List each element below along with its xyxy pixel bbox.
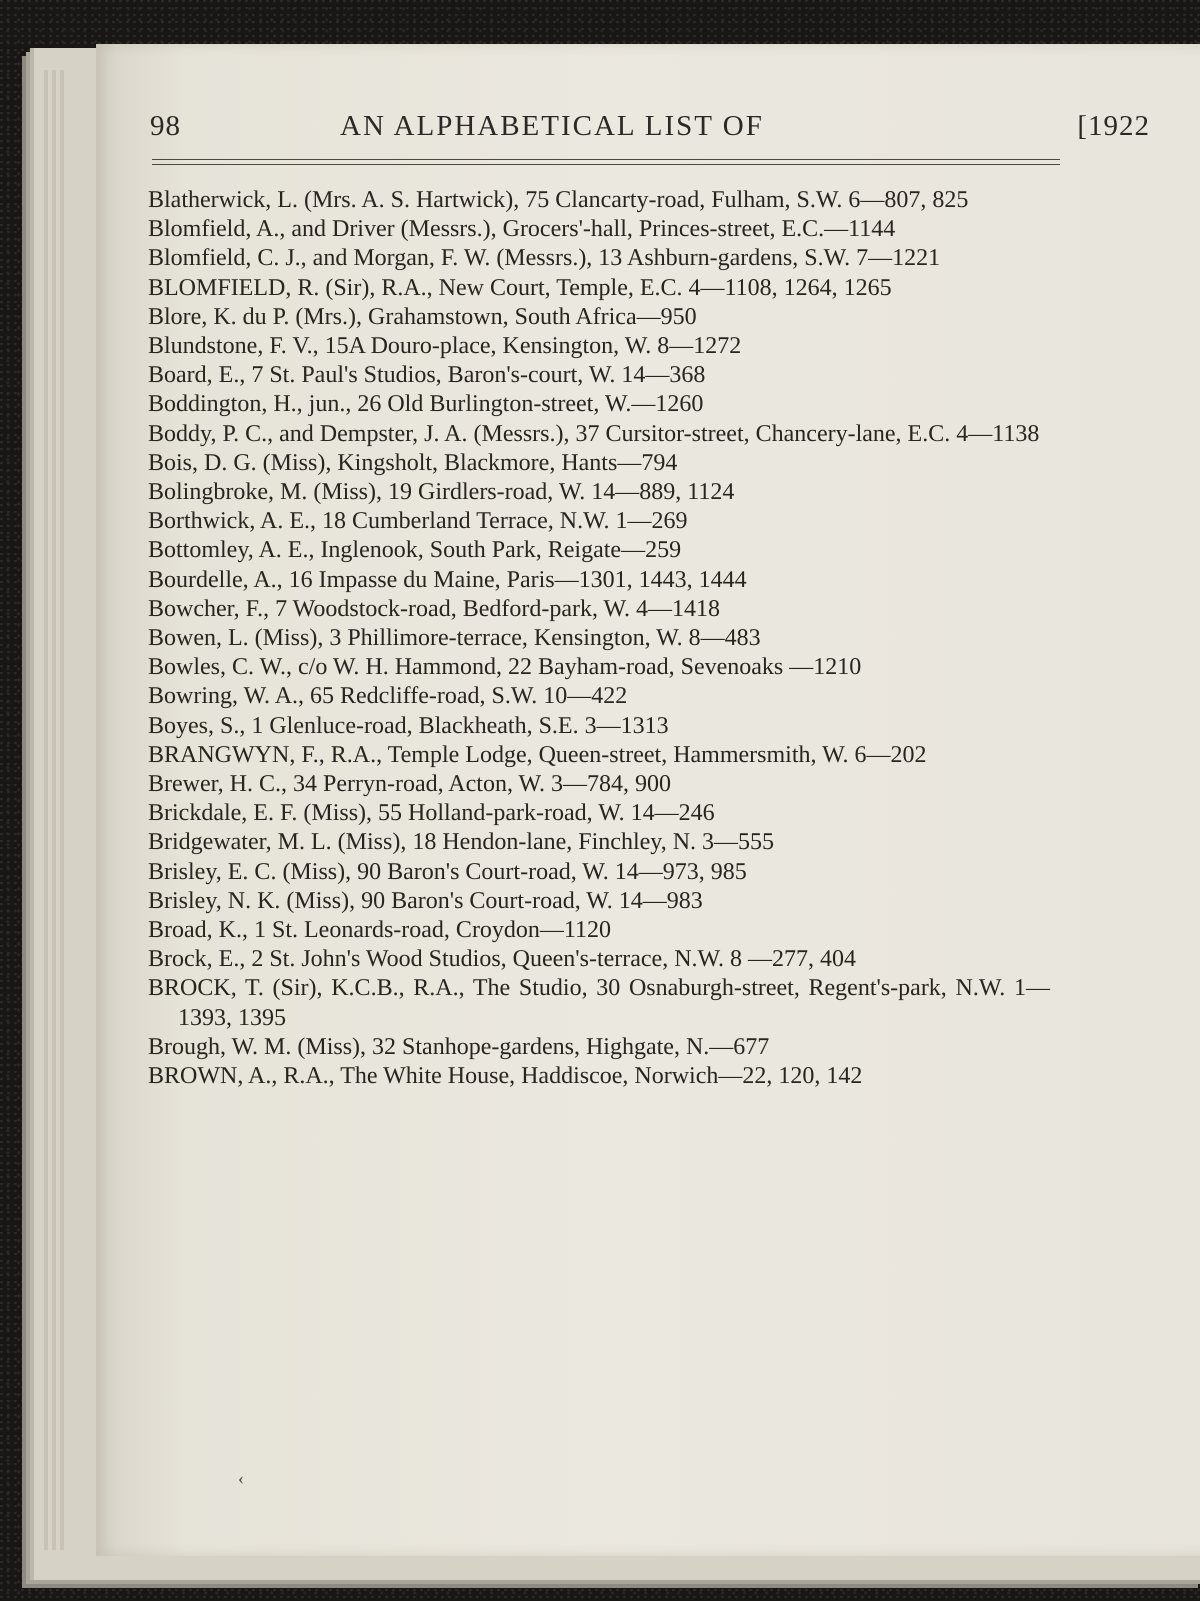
- list-entry: BROWN, A., R.A., The White House, Haddiscoe, Norwich—22, 120, 142: [148, 1063, 863, 1090]
- list-entry: Bridgewater, M. L. (Miss), 18 Hendon-lane, Finchley, N. 3—555: [148, 829, 775, 856]
- list-entry: Blore, K. du P. (Mrs.), Grahamstown, South Africa—950: [148, 303, 697, 330]
- list-entry: BRANGWYN, F., R.A., Temple Lodge, Queen-street, Hammersmith, W. 6—202: [148, 741, 927, 768]
- list-entry: Bolingbroke, M. (Miss), 19 Girdlers-road, W. 14—889, 1124: [148, 479, 735, 506]
- list-entry: Boddington, H., jun., 26 Old Burlington-street, W.—1260: [148, 391, 704, 418]
- list-entry: Bowen, L. (Miss), 3 Phillimore-terrace, Kensington, W. 8—483: [148, 625, 761, 652]
- list-entry: Blomfield, A., and Driver (Messrs.), Grocers'-hall, Princes-street, E.C.—1144: [148, 216, 896, 243]
- running-year: [1922: [1077, 110, 1150, 142]
- page-edge: [60, 70, 64, 1550]
- list-entry: Blatherwick, L. (Mrs. A. S. Hartwick), 75 Clancarty-road, Fulham, S.W. 6—807, 825: [148, 187, 969, 213]
- list-entry: Bowcher, F., 7 Woodstock-road, Bedford-park, W. 4—1418: [148, 595, 720, 622]
- header-rule-top: [152, 159, 1060, 160]
- page-mark: ‹: [238, 1468, 244, 1488]
- list-entry: Brough, W. M. (Miss), 32 Stanhope-gardens, Highgate, N.—677: [148, 1033, 770, 1060]
- page-number: 98: [150, 110, 181, 142]
- list-entry: Borthwick, A. E., 18 Cumberland Terrace, N.W. 1—269: [148, 508, 688, 535]
- running-title: AN ALPHABETICAL LIST OF: [340, 110, 764, 142]
- list-entry: Brisley, N. K. (Miss), 90 Baron's Court-road, W. 14—983: [148, 887, 703, 914]
- page-edge: [52, 70, 56, 1550]
- list-entry: BROCK, T. (Sir), K.C.B., R.A., The Studio, 30 Osnaburgh-street, Regent's-park, N.W. 1—1393, 1395: [148, 975, 1050, 1031]
- list-entry: Bourdelle, A., 16 Impasse du Maine, Paris—1301, 1443, 1444: [148, 566, 747, 593]
- list-entry: Boddy, P. C., and Dempster, J. A. (Messrs.), 37 Cursitor-street, Chancery-lane, E.C. 4—1138: [148, 420, 1040, 447]
- page-header: [150, 110, 1178, 158]
- header-rule-bottom: [152, 164, 1060, 165]
- list-entry: Bowles, C. W., c/o W. H. Hammond, 22 Bayham-road, Sevenoaks —1210: [148, 654, 862, 681]
- list-entry: Board, E., 7 St. Paul's Studios, Baron's-court, W. 14—368: [148, 362, 706, 389]
- list-entry: Broad, K., 1 St. Leonards-road, Croydon—1120: [148, 917, 612, 944]
- list-entry: Blundstone, F. V., 15A Douro-place, Kensington, W. 8—1272: [148, 333, 742, 360]
- list-entry: Bois, D. G. (Miss), Kingsholt, Blackmore, Hants—794: [148, 449, 678, 476]
- list-entry: Brisley, E. C. (Miss), 90 Baron's Court-road, W. 14—973, 985: [148, 858, 747, 885]
- page-edge: [44, 70, 48, 1550]
- list-entry: Brickdale, E. F. (Miss), 55 Holland-park-road, W. 14—246: [148, 800, 715, 827]
- alphabetical-entry-list: [148, 186, 1050, 1091]
- list-entry: Bottomley, A. E., Inglenook, South Park, Reigate—259: [148, 537, 682, 564]
- list-entry: BLOMFIELD, R. (Sir), R.A., New Court, Temple, E.C. 4—1108, 1264, 1265: [148, 274, 892, 301]
- list-entry: Boyes, S., 1 Glenluce-road, Blackheath, S.E. 3—1313: [148, 712, 669, 739]
- list-entry: Bowring, W. A., 65 Redcliffe-road, S.W. 10—422: [148, 683, 628, 710]
- list-entry: Brock, E., 2 St. John's Wood Studios, Queen's-terrace, N.W. 8 —277, 404: [148, 946, 856, 973]
- list-entry: Brewer, H. C., 34 Perryn-road, Acton, W. 3—784, 900: [148, 771, 671, 798]
- list-entry: Blomfield, C. J., and Morgan, F. W. (Messrs.), 13 Ashburn-gardens, S.W. 7—1221: [148, 245, 941, 272]
